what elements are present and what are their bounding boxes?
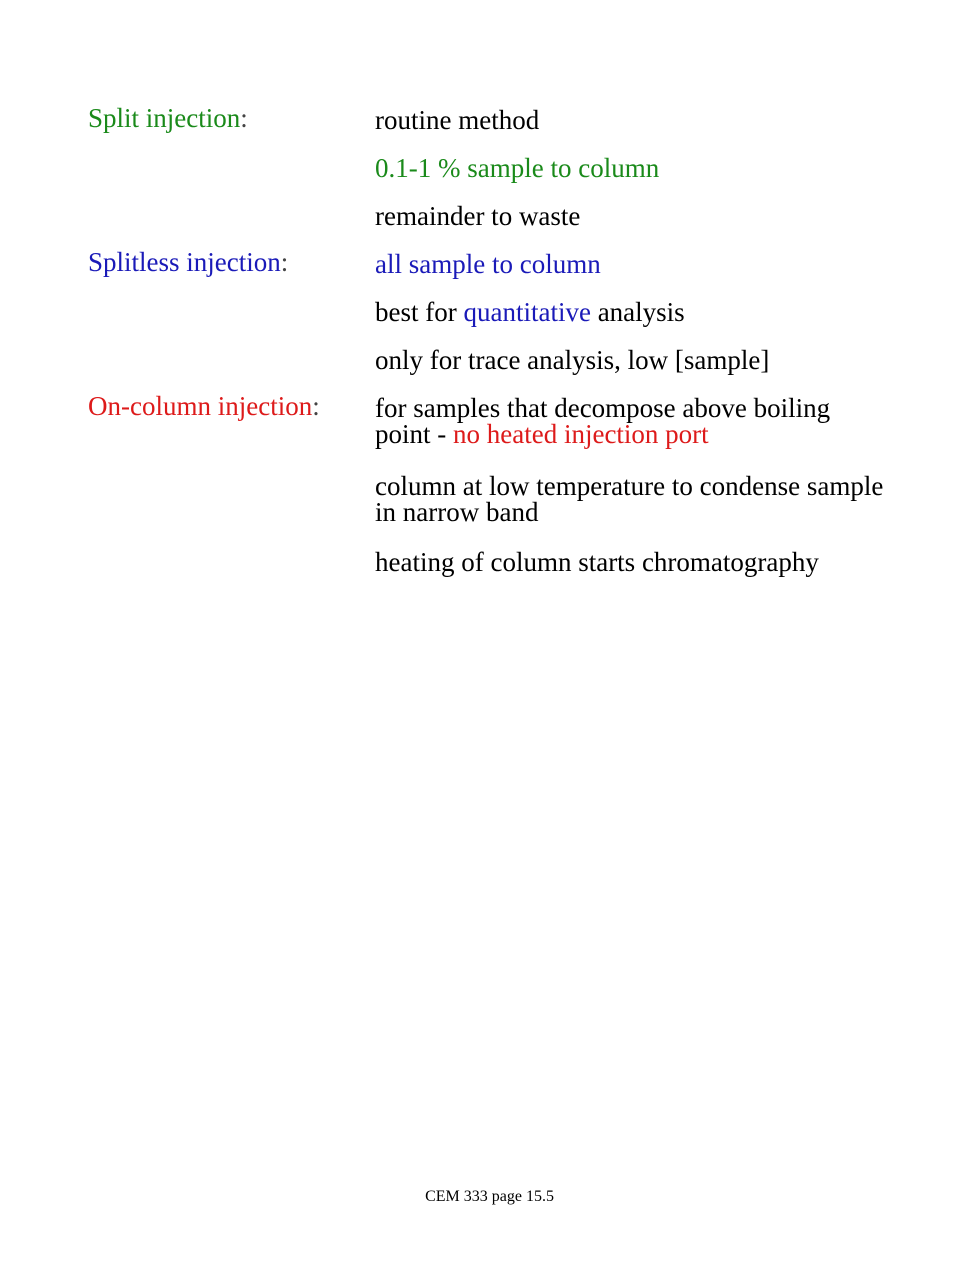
splitless-item-all-sample: all sample to column xyxy=(375,249,601,279)
on-column-item-heating: heating of column starts chromatography xyxy=(375,547,819,577)
no-heated-port-highlight: no heated injection port xyxy=(453,419,709,449)
split-item-routine: routine method xyxy=(375,105,540,135)
page-footer: CEM 333 page 15.5 xyxy=(425,1188,554,1205)
quantitative-highlight: quantitative xyxy=(463,297,591,327)
split-item-fraction: 0.1-1 % sample to column xyxy=(375,153,660,183)
splitless-item-trace: only for trace analysis, low [sample] xyxy=(375,345,770,375)
split-injection-term: Split injection: xyxy=(88,103,248,133)
on-column-item-decompose: for samples that decompose above boiling point - no heated injection port xyxy=(375,393,831,449)
splitless-injection-term: Splitless injection: xyxy=(88,247,289,277)
on-column-injection-term: On-column injection: xyxy=(88,391,320,421)
split-item-remainder: remainder to waste xyxy=(375,201,581,231)
splitless-item-quantitative: best for quantitative analysis xyxy=(375,297,685,327)
on-column-item-low-temperature: column at low temperature to condense sample in narrow band xyxy=(375,471,884,527)
